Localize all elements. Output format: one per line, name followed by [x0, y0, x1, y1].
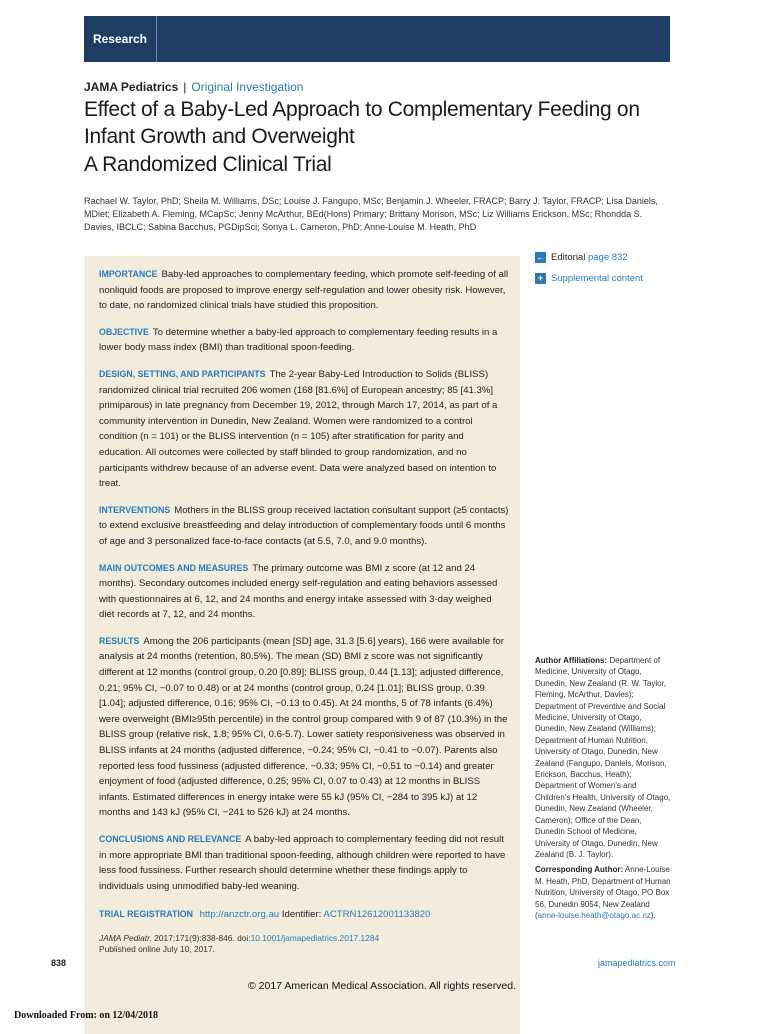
section-text: Among the 206 participants (mean [SD] age, 31.3 [5.6] years), 166 were available for analysis at 24 months (retention, 80.5%). The mean (SD) BMI z score was not significantly different at 12 months (control group, 0.20 [0.89]; BLISS group, 0.44 [1.13]; adjusted difference, 0.21; 95% CI, −0.07 to 0.48) or at 24 months (control group, 0.24 [1.01]; BLISS group, 0.39 [1.04]; adjusted difference, 0.16; 95% CI, −0.13 to 0.45). At 24 months, 5 of 78 infants (6.4%) were overweight (BMI≥95th percentile) in the control group compared with 9 of 87 (10.3%) in the BLISS group (relative risk, 1.8; 95% CI, 0.6-5.7). Lower satiety responsiveness was observed in BLISS infants at 24 months (adjusted difference, −0.24; 95% CI, −0.41 to −0.07). Parents also reported less food fussiness (adjusted difference, −0.33; 95% CI, −0.51 to −0.14) and greater enjoyment of food (adjusted difference, 0.25; 95% CI, 0.07 to 0.43) at 12 months in BLISS infants. Estimated differences in energy intake were 55 kJ (95% CI, −284 to 395 kJ) at 12 months and 143 kJ (95% CI, −241 to 526 kJ) at 24 months.: [99, 635, 508, 819]
journal-site-link[interactable]: jamapediatrics.com: [598, 958, 676, 968]
trial-registration: [99, 907, 509, 923]
corresponding-text: Anne-Louise M. Heath, PhD, Department of Human Nutrition, University of Otago, PO Box 56, Dunedin 9054, New Zealand (: [535, 865, 671, 920]
article-subtitle: A Randomized Clinical Trial: [84, 153, 332, 176]
abstract-content: [99, 267, 509, 956]
author-notes: [535, 655, 672, 925]
abstract-results: [99, 634, 509, 821]
editorial-label: Editorial: [551, 252, 586, 263]
abstract-objective: [99, 325, 509, 356]
section-text: A baby-led approach to complementary feeding did not result in more appropriate BMI than traditional spoon-feeding, although children were reported to have less food fussiness. Further research should determine whether these findings apply to individuals using unmodified baby-led weaning.: [99, 834, 506, 892]
editorial-page-link[interactable]: page 832: [587, 252, 628, 263]
identifier-label: Identifier:: [281, 909, 322, 921]
plus-icon: +: [535, 273, 546, 284]
abstract-conclusions: [99, 832, 509, 894]
article-title: Effect of a Baby-Led Approach to Complementary Feeding on Infant Growth and Overweight: [84, 98, 640, 148]
citation-journal: JAMA Pediatr.: [99, 932, 152, 943]
section-heading: MAIN OUTCOMES AND MEASURES: [99, 562, 249, 573]
arrow-left-icon: ←: [536, 252, 545, 262]
journal-name: JAMA Pediatrics: [84, 80, 179, 94]
section-heading: OBJECTIVE: [99, 326, 149, 337]
corresponding-author: [535, 864, 672, 921]
affiliations-text: Department of Medicine, University of Otago, Dunedin, New Zealand (R. W. Taylor, Fleming, McArthur, Davies); Department of Preventive and Social Medicine, University of Otago, Dunedin, New Zealand (Williams); Department of Human Nutrition, University of Otago, Dunedin, New Zealand (Fangupo, Daniels, Morison, Erickson, Bacchus, Heath); Department of Women's and Children's Health, University of Otago, Dunedin, New Zealand (Wheeler, Cameron); Office of the Dean, Dunedin School of Medicine, University of Otago, Dunedin, New Zealand (B. J. Taylor).: [535, 656, 671, 859]
section-heading: IMPORTANCE: [99, 269, 158, 279]
section-text: The 2-year Baby-Led Introduction to Solids (BLISS) randomized clinical trial recruited 206 women (168 [81.6%] of European ancestry; 85 [41.3%] primiparous) in late pregnancy from December 19, 2012, through March 17, 2014, as part of a community intervention in Dunedin, New Zealand. Women were randomized to a control condition (n = 101) or the BLISS intervention (n = 105) after stratification for parity and education. All outcomes were collected by staff blinded to group randomization, and no participants withdrew because of an adverse event. Data were analyzed based on intention to treat.: [99, 368, 498, 490]
download-stamp: Downloaded From: on 12/04/2018: [14, 1010, 158, 1021]
author-list: Rachael W. Taylor, PhD; Sheila M. Williams, DSc; Louise J. Fangupo, MSc; Benjamin J. Wheeler, FRACP; Barry J. Taylor, FRACP; Lisa Daniels, MDiet; Elizabeth A. Fleming, MCapSc; Jenny McArthur, BEd(Hons) Primary; Brittany Morison, MSc; Liz Williams Erickson, MSc; Rhondda S. Davies, IBCLC; Sabina Bacchus, PGDipSci; Sonya L. Cameron, PhD; Anne-Louise M. Heath, PhD: [84, 196, 658, 232]
supplemental-content-link[interactable]: Supplemental content: [551, 273, 643, 284]
supplemental-row[interactable]: [535, 273, 643, 284]
affiliations-heading: Author Affiliations:: [535, 656, 608, 665]
section-label: Research: [84, 16, 157, 62]
section-heading: INTERVENTIONS: [99, 504, 171, 515]
section-heading: RESULTS: [99, 635, 140, 646]
section-text: To determine whether a baby-led approach to complementary feeding results in a lower body mass index (BMI) than traditional spoon-feeding.: [99, 326, 498, 354]
citation: [99, 933, 509, 945]
section-text: Baby-led approaches to complementary feeding, which promote self-feeding of all nonliquid foods are proposed to improve energy self-regulation and lower obesity risk. However, to date, no randomized clinical trials have studied this proposition.: [99, 269, 509, 312]
journal-separator: |: [183, 80, 187, 94]
email-link[interactable]: anne-louise.heath@otago.ac.nz: [537, 910, 651, 920]
corresponding-heading: Corresponding Author:: [535, 865, 624, 875]
journal-line: [84, 80, 303, 94]
copyright-notice: © 2017 American Medical Association. All rights reserved.: [248, 980, 517, 992]
article-type-link[interactable]: Original Investigation: [191, 80, 304, 94]
published-date: Published online July 10, 2017.: [99, 944, 215, 955]
section-heading: TRIAL REGISTRATION: [99, 909, 193, 920]
section-text: Mothers in the BLISS group received lactation consultant support (≥5 contacts) to extend exclusive breastfeeding and delay introduction of complementary foods until 6 months of age and 3 personalized face-to-face contacts (at 5.5, 7.0, and 9.0 months).: [99, 504, 509, 547]
author-affiliations: [535, 655, 672, 860]
editorial-row[interactable]: [535, 252, 628, 263]
section-banner: [84, 16, 670, 62]
abstract-importance: [99, 267, 509, 314]
abstract-box: [84, 256, 520, 1034]
section-heading: CONCLUSIONS AND RELEVANCE: [99, 834, 242, 844]
section-text: The primary outcome was BMI z score (at 12 and 24 months). Secondary outcomes included energy self-regulation and eating behaviors assessed with questionnaires at 6, 12, and 24 months and energy intake assessed with 3-day weighed diet records at 7, 12, and 24 months.: [99, 562, 498, 621]
doi-link[interactable]: 10.1001/jamapediatrics.2017.1284: [250, 932, 380, 943]
section-heading: DESIGN, SETTING, AND PARTICIPANTS: [99, 368, 266, 379]
abstract-design: [99, 367, 509, 492]
corresponding-close: ).: [650, 910, 656, 920]
citation-details: 2017;171(9):838-846. doi:: [154, 932, 251, 943]
trial-identifier-link[interactable]: ACTRN12612001133820: [323, 909, 431, 921]
abstract-interventions: [99, 503, 509, 550]
page-number: 838: [51, 958, 67, 968]
registry-url-link[interactable]: http://anzctr.org.au: [199, 909, 280, 921]
abstract-outcomes: [99, 561, 509, 623]
